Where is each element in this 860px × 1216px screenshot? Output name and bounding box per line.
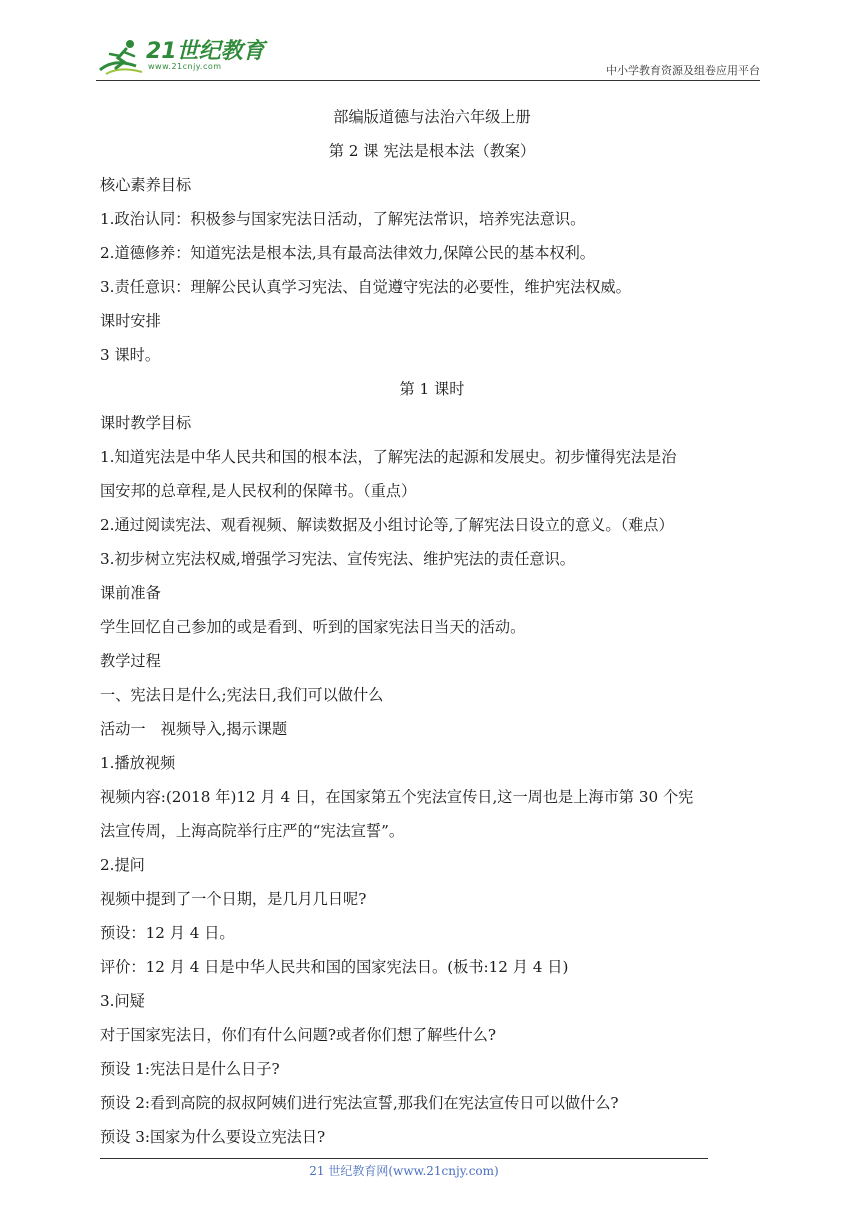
doc-line: 1.知道宪法是中华人民共和国的根本法，了解宪法的起源和发展史。初步懂得宪法是治: [100, 448, 677, 466]
doc-line: 评价：12 月 4 日是中华人民共和国的国家宪法日。(板书:12 月 4 日): [100, 958, 569, 976]
doc-line: 1.政治认同：积极参与国家宪法日活动，了解宪法常识，培养宪法意识。: [100, 210, 586, 228]
doc-line: 对于国家宪法日，你们有什么问题?或者你们想了解些什么?: [100, 1026, 496, 1044]
doc-line: 视频内容:(2018 年)12 月 4 日，在国家第五个宪法宣传日,这一周也是上海市第 30 个宪: [100, 788, 694, 806]
document-body: [100, 100, 764, 1154]
logo-url: www.21cnjy.com: [148, 62, 222, 71]
doc-line: 课前准备: [100, 584, 161, 602]
doc-line: 核心素养目标: [100, 176, 192, 194]
doc-line: 课时教学目标: [100, 414, 192, 432]
doc-line: 3.问疑: [100, 992, 145, 1010]
doc-line: 学生回忆自己参加的或是看到、听到的国家宪法日当天的活动。: [100, 618, 526, 636]
doc-line: 一、宪法日是什么;宪法日,我们可以做什么: [100, 686, 384, 704]
doc-line: 2.道德修养：知道宪法是根本法,具有最高法律效力,保障公民的基本权利。: [100, 244, 595, 262]
footer-text[interactable]: 21 世纪教育网(www.21cnjy.com): [309, 1164, 499, 1178]
doc-heading: 部编版道德与法治六年级上册: [333, 108, 531, 126]
doc-line: 预设：12 月 4 日。: [100, 924, 235, 942]
doc-line: 教学过程: [100, 652, 161, 670]
doc-line: 国安邦的总章程,是人民权利的保障书。（重点）: [100, 482, 417, 500]
footer-divider: [100, 1158, 708, 1159]
doc-heading: 第 1 课时: [399, 380, 465, 398]
doc-line: 3.初步树立宪法权威,增强学习宪法、宣传宪法、维护宪法的责任意识。: [100, 550, 575, 568]
doc-line: 预设 2:看到高院的叔叔阿姨们进行宪法宣誓,那我们在宪法宣传日可以做什么?: [100, 1094, 619, 1112]
doc-line: 1.播放视频: [100, 754, 176, 772]
doc-line: 法宣传周，上海高院举行庄严的“宪法宣誓”。: [100, 822, 405, 840]
doc-line: 2.通过阅读宪法、观看视频、解读数据及小组讨论等,了解宪法日设立的意义。（难点）: [100, 516, 674, 534]
logo-text: 21世纪教育: [146, 39, 265, 64]
header-divider: [96, 80, 760, 81]
page-header: [96, 36, 760, 82]
doc-line: 3.责任意识：理解公民认真学习宪法、自觉遵守宪法的必要性，维护宪法权威。: [100, 278, 631, 296]
doc-heading: 第 2 课 宪法是根本法（教案）: [328, 142, 536, 160]
doc-line: 预设 3:国家为什么要设立宪法日?: [100, 1128, 326, 1146]
doc-line: 预设 1:宪法日是什么日子?: [100, 1060, 280, 1078]
doc-line: 视频中提到了一个日期，是几月几日呢?: [100, 890, 367, 908]
doc-line: 2.提问: [100, 856, 145, 874]
doc-line: 课时安排: [100, 312, 161, 330]
runner-logo-icon: [96, 36, 148, 78]
logo: [96, 36, 276, 78]
doc-line: 活动一 视频导入,揭示课题: [100, 720, 288, 738]
header-tagline: 中小学教育资源及组卷应用平台: [606, 64, 760, 77]
doc-line: 3 课时。: [100, 346, 161, 364]
